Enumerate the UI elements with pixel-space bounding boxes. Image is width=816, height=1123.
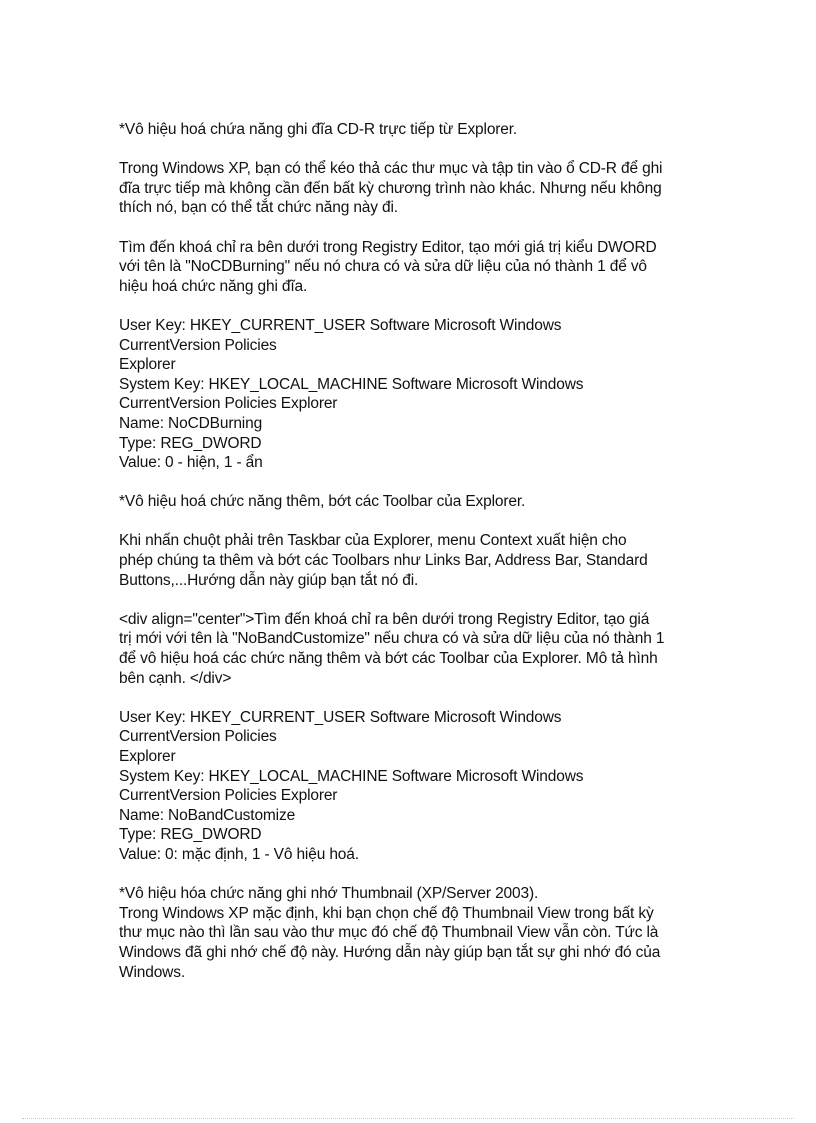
text-line: <div align="center">Tìm đến khoá chỉ ra bên dưới trong Registry Editor, tạo giá [119,610,650,628]
registry-value-type: Type: REG_DWORD [119,826,262,844]
text-line: trị mới với tên là "NoBandCustomize" nếu chưa có và sửa dữ liệu của nó thành 1 [119,630,665,648]
page-bottom-divider [22,1118,794,1119]
registry-value-name: Name: NoBandCustomize [119,806,296,824]
text-line: Windows. [119,963,185,981]
text-line: *Vô hiệu hoá chức năng thêm, bớt các Toolbar của Explorer. [119,493,526,511]
paragraph-cd-burning-intro [119,159,719,218]
text-line: đĩa trực tiếp mà không cần đến bất kỳ chương trình nào khác. Nhưng nếu không [119,179,662,197]
registry-value-data: Value: 0: mặc định, 1 - Vô hiệu hoá. [119,845,359,863]
text-line: Buttons,...Hướng dẫn này giúp bạn tắt nó đi. [119,571,419,589]
text-line: *Vô hiệu hoá chứa năng ghi đĩa CD-R trực tiếp từ Explorer. [119,121,518,138]
document-body [119,120,719,982]
text-line: với tên là "NoCDBurning" nếu nó chưa có và sửa dữ liệu của nó thành 1 để vô [119,258,647,276]
text-line: để vô hiệu hoá các chức năng thêm và bớt các Toolbar của Explorer. Mô tả hình [119,650,658,668]
text-line: phép chúng ta thêm và bớt các Toolbars như Links Bar, Address Bar, Standard [119,552,648,570]
text-line: bên cạnh. </div> [119,669,232,687]
registry-block-cd-burning [119,316,719,473]
text-line: Trong Windows XP mặc định, khi bạn chọn chế độ Thumbnail View trong bất kỳ [119,904,654,922]
registry-block-toolbar [119,708,719,865]
text-line: CurrentVersion Policies [119,728,277,746]
registry-value-type: Type: REG_DWORD [119,434,262,452]
paragraph-toolbar-instruction [119,610,719,688]
text-line: thư mục nào thì lần sau vào thư mục đó chế độ Thumbnail View vẫn còn. Tức là [119,924,659,942]
text-line: Explorer [119,356,176,374]
registry-value-data: Value: 0 - hiện, 1 - ẩn [119,454,263,472]
text-line: Trong Windows XP, bạn có thể kéo thả các thư mục và tập tin vào ổ CD-R để ghi [119,160,663,178]
registry-user-key: User Key: HKEY_CURRENT_USER Software Microsoft Windows [119,316,562,334]
text-line: hiệu hoá chức năng ghi đĩa. [119,277,308,295]
registry-system-key: System Key: HKEY_LOCAL_MACHINE Software Microsoft Windows [119,767,584,785]
heading-disable-thumbnail-memory: *Vô hiệu hóa chức năng ghi nhớ Thumbnail (XP/Server 2003). [119,885,539,903]
paragraph-thumbnail [119,884,719,982]
text-line: CurrentVersion Policies Explorer [119,395,338,413]
text-line: Windows đã ghi nhớ chế độ này. Hướng dẫn này giúp bạn tắt sự ghi nhớ đó của [119,943,661,961]
text-line: Explorer [119,748,176,765]
registry-user-key: User Key: HKEY_CURRENT_USER Software Microsoft Windows [119,708,562,726]
text-line: CurrentVersion Policies Explorer [119,787,338,805]
registry-system-key: System Key: HKEY_LOCAL_MACHINE Software Microsoft Windows [119,375,584,393]
text-line: Tìm đến khoá chỉ ra bên dưới trong Registry Editor, tạo mới giá trị kiểu DWORD [119,238,657,256]
registry-value-name: Name: NoCDBurning [119,414,263,432]
paragraph-toolbar-intro [119,531,719,590]
paragraph-cd-burning-instruction [119,238,719,297]
text-line: thích nó, bạn có thể tắt chức năng này đi. [119,199,398,217]
text-line: Khi nhấn chuột phải trên Taskbar của Explorer, menu Context xuất hiện cho [119,532,627,550]
heading-disable-cd-burning [119,120,719,140]
heading-disable-toolbar-customize [119,492,719,512]
text-line: CurrentVersion Policies [119,336,277,354]
